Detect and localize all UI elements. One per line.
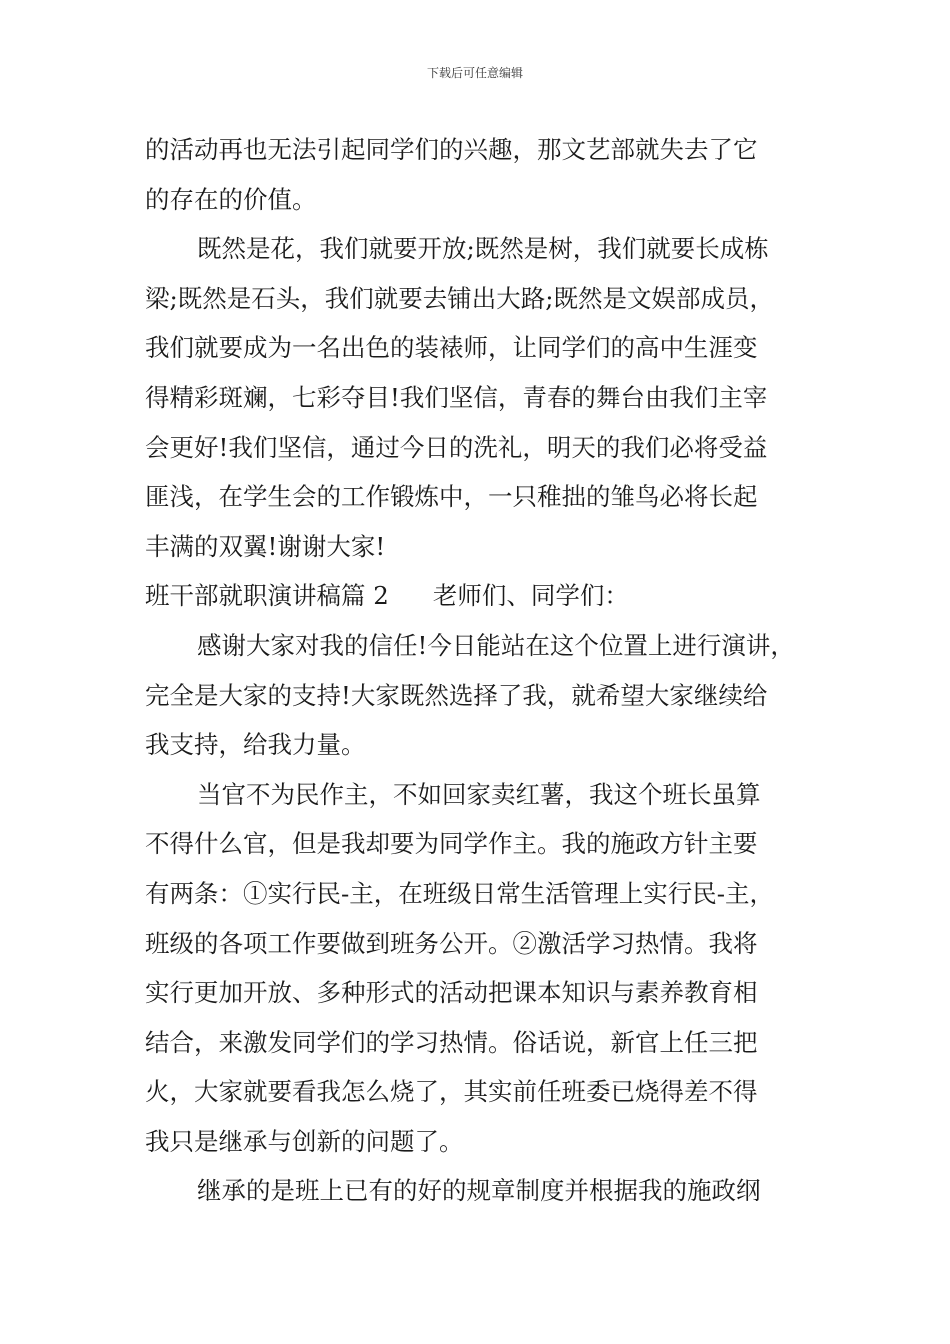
- salutation: 老师们、同学们：: [432, 581, 629, 611]
- text-line: 我支持，给我力量。: [145, 730, 366, 760]
- text-line: 的活动再也无法引起同学们的兴趣，那文艺部就失去了它: [145, 135, 758, 164]
- text-line: 当官不为民作主，不如回家卖红薯，我这个班长虽算: [197, 779, 761, 809]
- text-line: 的存在的价值。: [145, 184, 317, 214]
- text-line: 完全是大家的支持!大家既然选择了我，就希望大家继续给: [145, 680, 768, 710]
- text-line: 我只是继承与创新的问题了。: [145, 1126, 464, 1156]
- section-title: 班干部就职演讲稿篇 2: [145, 581, 389, 611]
- text-line: 我们就要成为一名出色的装裱师，让同学们的高中生涯变: [145, 333, 758, 363]
- text-line: 有两条：①实行民-主，在班级日常生活管理上实行民-主，: [145, 878, 775, 908]
- text-line: 丰满的双翼!谢谢大家!: [145, 531, 386, 561]
- section-heading: [145, 571, 810, 621]
- document-body: [145, 125, 810, 1216]
- text-line: 不得什么官，但是我却要为同学作主。我的施政方针主要: [145, 829, 758, 859]
- text-line: 梁;既然是石头，我们就要去铺出大路;既然是文娱部成员，: [145, 283, 775, 313]
- text-line: 既然是花，我们就要开放;既然是树，我们就要长成栋: [197, 234, 769, 264]
- text-line: 火，大家就要看我怎么烧了，其实前任班委已烧得差不得: [145, 1077, 758, 1107]
- text-line: 感谢大家对我的信任!今日能站在这个位置上进行演讲，: [197, 630, 795, 660]
- text-line: 匪浅，在学生会的工作锻炼中，一只稚拙的雏鸟必将长起: [145, 482, 758, 512]
- text-line: 结合，来激发同学们的学习热情。俗话说，新官上任三把: [145, 1027, 758, 1057]
- text-line: 继承的是班上已有的好的规章制度并根据我的施政纲: [197, 1176, 761, 1206]
- page-header: 下载后可任意编辑: [426, 66, 523, 80]
- text-line: 得精彩斑斓，七彩夺目!我们坚信，青春的舞台由我们主宰: [145, 382, 768, 412]
- text-line: 会更好!我们坚信，通过今日的洗礼，明天的我们必将受益: [145, 432, 768, 462]
- text-line: 班级的各项工作要做到班务公开。②激活学习热情。我将: [145, 928, 758, 958]
- text-line: 实行更加开放、多种形式的活动把课本知识与素养教育相: [145, 978, 758, 1008]
